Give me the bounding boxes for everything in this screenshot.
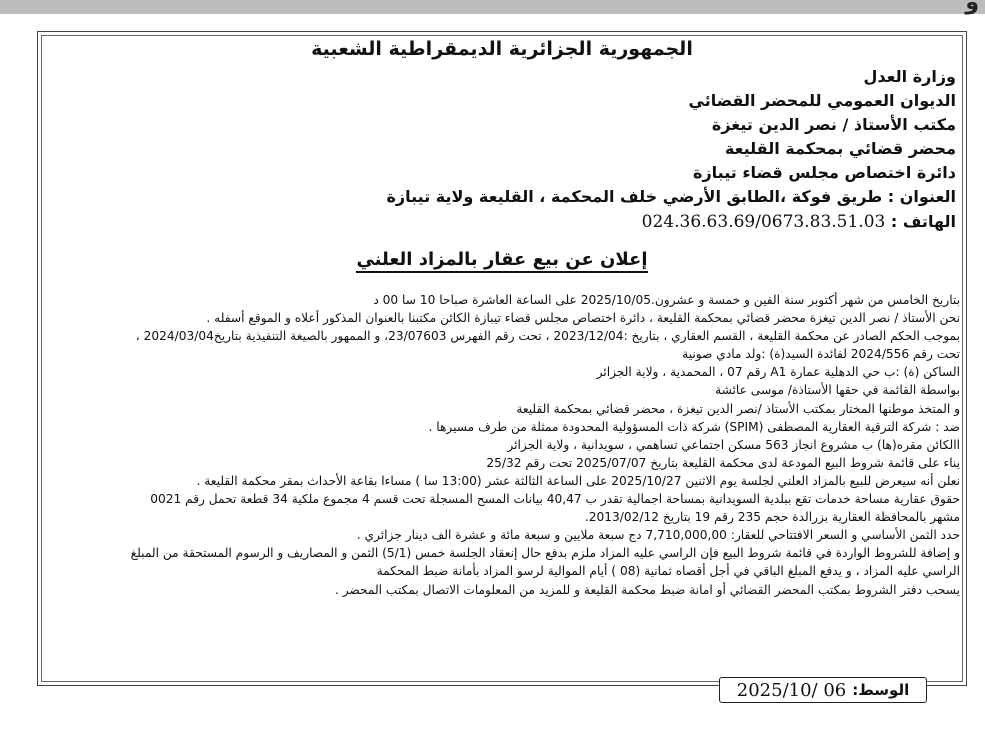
- body-line: االكائن مقره(ها) ب مشروع انجاز 563 مسكن اجتماعي تساهمي ، سويدانية ، ولاية الجزائر: [507, 437, 960, 452]
- ministry-name: وزارة العدل: [863, 67, 956, 86]
- body-line: بتاريخ الخامس من شهر أكتوبر سنة الفين و خمسة و عشرون.2025/10/05 على الساعة العاشرة صباحا 10 سا 00 د: [373, 293, 960, 307]
- body-line: الساكن (ة) :ب حي الدهلية عمارة A1 رقم 07 ، المحمدية ، ولاية الجزائر: [596, 365, 960, 380]
- newspaper-label: الوسط:: [852, 681, 910, 699]
- announcement-body: [44, 291, 960, 599]
- top-banner: [0, 0, 985, 14]
- phone-line: [642, 212, 956, 232]
- body-line: نحن الأستاذ / نصر الدين تيغزة محضر قضائي بمحكمة القليعة ، دائرة اختصاص مجلس قضاء تيبازة الكائن مكتبنا بالعنوان المذكور أعلاه و الموقع أسفله .: [206, 311, 960, 326]
- body-line: مشهر بالمحافظة العقارية بزرالدة حجم 235 رقم 19 بتاريخ 2013/02/12.: [584, 510, 960, 525]
- body-line: ضد : شركة الترقية العقارية المصطفى (SPIM) شركة ذات المسؤولية المحدودة ممثلة من طرف مسيرها .: [428, 419, 960, 434]
- announcement-heading: [38, 249, 966, 270]
- phone-number: 024.36.63.69/0673.83.51.03: [641, 212, 886, 232]
- body-line: نعلن أنه سيعرض للبيع بالمزاد العلني لجلسة يوم الاثنين 2025/10/27 على الساعة الثالثة عشر (13:00 سا ) مساءا بقاعة الأحداث بمقر محكمة القليعة .: [196, 473, 960, 488]
- body-line: يسحب دفتر الشروط بمكتب المحضر القضائي أو امانة ضبط محكمة القليعة و للمزيد من المعلومات الاتصال بمكتب المحضر .: [334, 582, 960, 597]
- body-line: و المتخذ موطنها المختار بمكتب الأستاذ /نصر الدين تيغزة ، محضر قضائي بمحكمة القليعة: [516, 401, 960, 416]
- body-line: بموجب الحكم الصادر عن محكمة القليعة ، القسم العقاري ، بتاريخ :2023/12/04 ، تحت رقم الفهرس 23/07603، و الممهور بالصيغة التنفيذية بتاريخ2024/03/04 ،: [135, 329, 960, 344]
- announcement-frame: [37, 31, 967, 686]
- bureau-name: مكتب الأستاذ / نصر الدين تيغزة: [711, 115, 956, 134]
- phone-label: الهاتف :: [890, 212, 956, 231]
- publication-date: 2025/10/ 06: [736, 679, 847, 701]
- address: العنوان : طريق فوكة ،الطابق الأرضي خلف المحكمة ، القليعة ولاية تيبازة: [386, 187, 956, 206]
- announcement-title: إعلان عن بيع عقار بالمزاد العلني: [356, 249, 647, 273]
- body-line: بواسطة القائمة في حقها الأستاذة/ موسى عائشة: [715, 383, 960, 398]
- body-line: و إضافة للشروط الواردة في قائمة شروط البيع فإن الراسي عليه المزاد ملزم بدفع حال إنعقاد الجلسة خمس (5/1) الثمن و المصاريف و الرسوم المستحقة من المبلغ: [130, 546, 960, 561]
- publication-date-box: [719, 677, 927, 703]
- body-line: حقوق عقارية مساحة خدمات تقع ببلدية السويدانية بمساحة اجمالية تقدر ب 40,47 بيانات المسح المسجلة تحت قسم 4 مجموع ملكية 34 قطعة تحمل رقم 0021: [150, 492, 960, 507]
- republic-title: الجمهورية الجزائرية الديمقراطية الشعبية: [311, 38, 693, 60]
- body-line: تحت رقم 2024/556 لفائدة السيد(ة) :ولد مادي صونية: [682, 347, 960, 362]
- bailiff-title: محضر قضائي بمحكمة القليعة: [724, 139, 956, 158]
- logo-fragment: و: [965, 0, 979, 15]
- body-line: يناء على قائمة شروط البيع المودعة لدى محكمة القليعة بتاريخ 2025/07/07 تحت رقم 25/32: [486, 455, 960, 470]
- jurisdiction: دائرة اختصاص مجلس قضاء تيبازة: [693, 163, 956, 182]
- body-line: الراسي عليه المزاد ، و يدفع المبلغ الباقي في أجل أقصاه ثمانية (08 ) أيام الموالية لرسو المزاد بأمانة ضبط المحكمة: [376, 564, 960, 579]
- office-name: الديوان العمومي للمحضر القضائي: [688, 91, 956, 110]
- body-line: حدد الثمن الأساسي و السعر الافتتاحي للعقار: 7,710,000,00 دج سبعة ملايين و سبعة مائة و عشرة الف دينار جزائري .: [356, 528, 960, 543]
